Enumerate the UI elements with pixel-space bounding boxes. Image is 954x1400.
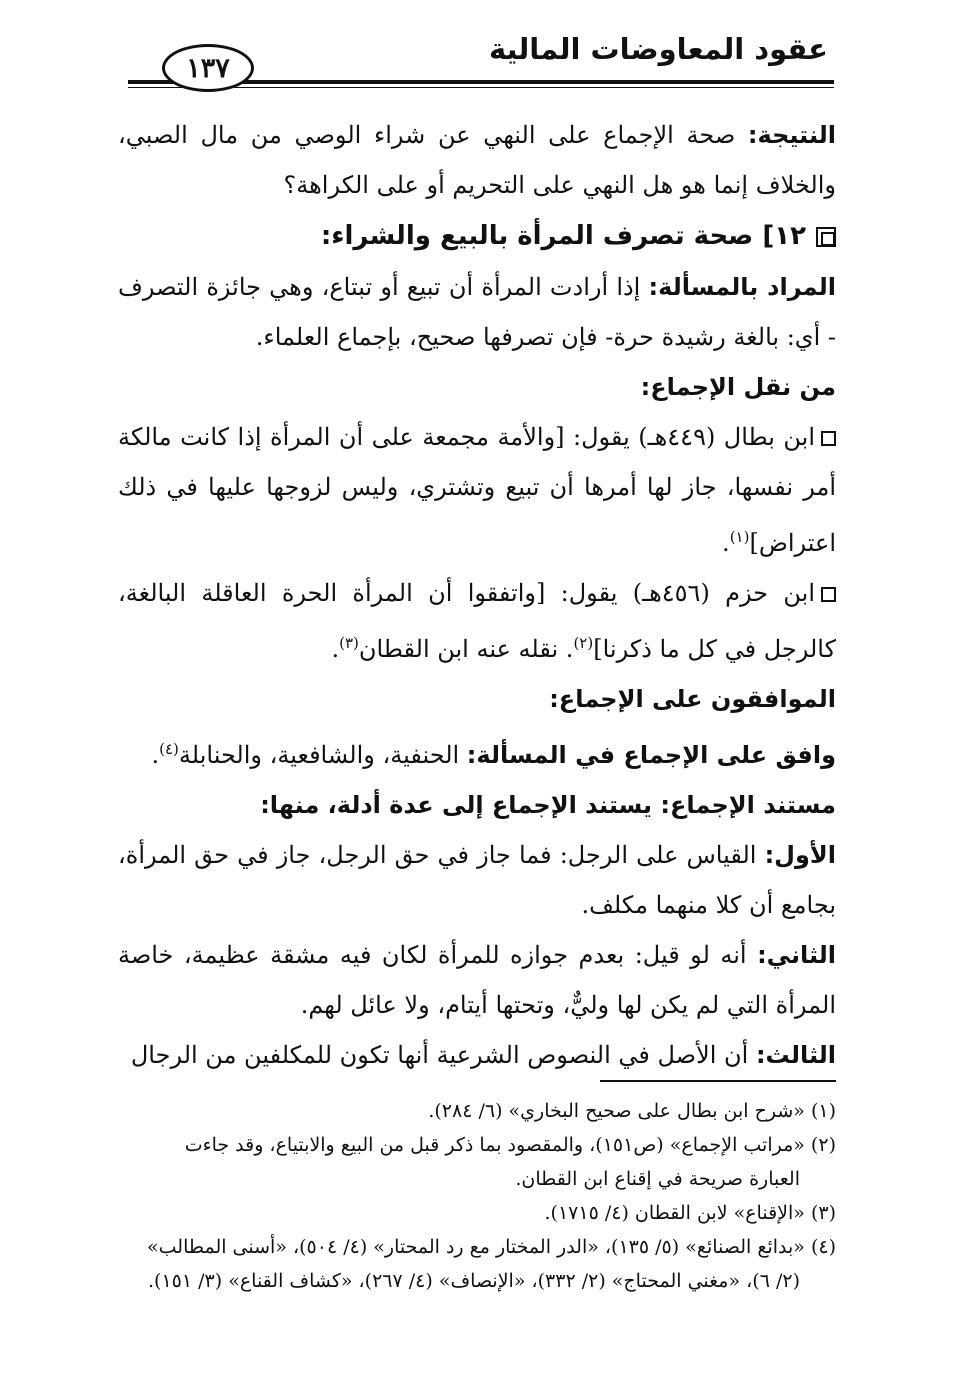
quote-ibn-battal-text: ابن بطال (٤٤٩هـ) يقول: [والأمة مجمعة على أن المرأة إذا كانت مالكة أمر نفسها، جاز لها أمرها أن تبيع وتشتري، وليس لزوجها عليها في ذلك اعتراض]: [118, 423, 836, 557]
quote-ibn-hazm-mid: . نقله عنه ابن القطان: [358, 635, 574, 663]
footnote-separator: [600, 1080, 836, 1082]
section-number: ١٢]: [762, 221, 806, 251]
footnote-1: (١) «شرح ابن بطال على صحيح البخاري» (٦/ ٢٨٤).: [428, 1100, 836, 1122]
evidence-first: [118, 830, 836, 930]
result-paragraph: [118, 110, 836, 210]
running-title: عقود المعاوضات المالية: [488, 32, 828, 66]
agreeing-heading: الموافقون على الإجماع:: [549, 685, 836, 713]
quote-ibn-hazm-text: ابن حزم (٤٥٦هـ) يقول: [واتفقوا أن المرأة الحرة العاقلة البالغة، كالرجل في كل ما ذكرنا]: [118, 579, 836, 663]
transmitters-heading: من نقل الإجماع:: [640, 373, 836, 401]
main-text: [118, 110, 836, 1080]
quote-ibn-hazm: [118, 568, 836, 674]
footnote-3: (٣) «الإقناع» لابن القطان (٤/ ١٧١٥).: [544, 1202, 836, 1224]
evidence-second-label: الثاني:: [757, 941, 836, 969]
intent-label: المراد بالمسألة:: [648, 273, 836, 301]
footnote-ref-4: (٤): [159, 740, 179, 758]
evidence-third: [118, 1030, 836, 1080]
quote-ibn-battal: [118, 412, 836, 568]
evidence-first-label: الأول:: [764, 841, 836, 869]
footnote-4-continued: (٢/ ٦)، «مغني المحتاج» (٢/ ٣٣٢)، «الإنصاف» (٤/ ٢٦٧)، «كشاف القناع» (٣/ ١٥١).: [148, 1270, 800, 1292]
agreeing-text: الحنفية، والشافعية، والحنابلة: [178, 741, 467, 769]
result-label: النتيجة:: [747, 121, 836, 149]
evidence-second: [118, 930, 836, 1030]
footnote-2: (٢) «مراتب الإجماع» (ص١٥١)، والمقصود بما ذكر قبل من البيع والابتياع، وقد جاءت: [184, 1134, 836, 1156]
footnote-ref-2: (٢): [573, 634, 594, 652]
evidence-first-text: القياس على الرجل: فما جاز في حق الرجل، جاز في حق المرأة، بجامع أن كلا منهما مكلف.: [118, 841, 836, 919]
quote-ibn-battal-end: .: [722, 529, 730, 557]
section-title: صحة تصرف المرأة بالبيع والشراء:: [320, 221, 763, 251]
agreeing-paragraph: [118, 724, 836, 780]
document-copy-icon: [816, 227, 836, 247]
agreeing-label: وافق على الإجماع في المسألة:: [466, 741, 836, 769]
basis-label: مستند الإجماع:: [660, 791, 836, 819]
basis-paragraph: [118, 780, 836, 830]
evidence-third-text: أن الأصل في النصوص الشرعية أنها تكون للمكلفين من الرجال: [130, 1041, 756, 1069]
result-text: صحة الإجماع على النهي عن شراء الوصي من مال الصبي، والخلاف إنما هو هل النهي على التحريم أو على الكراهة؟: [118, 121, 836, 199]
footnote-4: (٤) «بدائع الصنائع» (٥/ ١٣٥)، «الدر المختار مع رد المحتار» (٤/ ٥٠٤)، «أسنى المطالب»: [147, 1236, 836, 1258]
section-heading: [118, 210, 836, 262]
evidence-second-text: أنه لو قيل: بعدم جوازه للمرأة لكان فيه مشقة عظيمة، خاصة المرأة التي لم يكن لها وليٌّ، وتحتها أيتام، ولا عائل لهم.: [118, 941, 836, 1019]
intent-text: إذا أرادت المرأة أن تبيع أو تبتاع، وهي جائزة التصرف - أي: بالغة رشيدة حرة- فإن تصرفها صحيح، بإجماع العلماء.: [118, 273, 836, 351]
page-number-oval: [162, 44, 254, 92]
agreeing-end: .: [151, 741, 160, 769]
quote-ibn-hazm-end: .: [331, 635, 340, 663]
checkbox-icon: [821, 587, 836, 602]
footnote-ref-3: (٣): [339, 634, 359, 652]
footnote-2-continued: العبارة صريحة في إقناع ابن القطان.: [515, 1168, 800, 1190]
footnote-ref-1: (١): [729, 528, 750, 546]
evidence-third-label: الثالث:: [755, 1041, 836, 1069]
intent-paragraph: [118, 262, 836, 362]
page-number: ١٣٧: [186, 52, 230, 84]
footnotes: [118, 1094, 836, 1298]
basis-text: يستند الإجماع إلى عدة أدلة، منها:: [260, 791, 661, 819]
checkbox-icon: [821, 431, 836, 446]
